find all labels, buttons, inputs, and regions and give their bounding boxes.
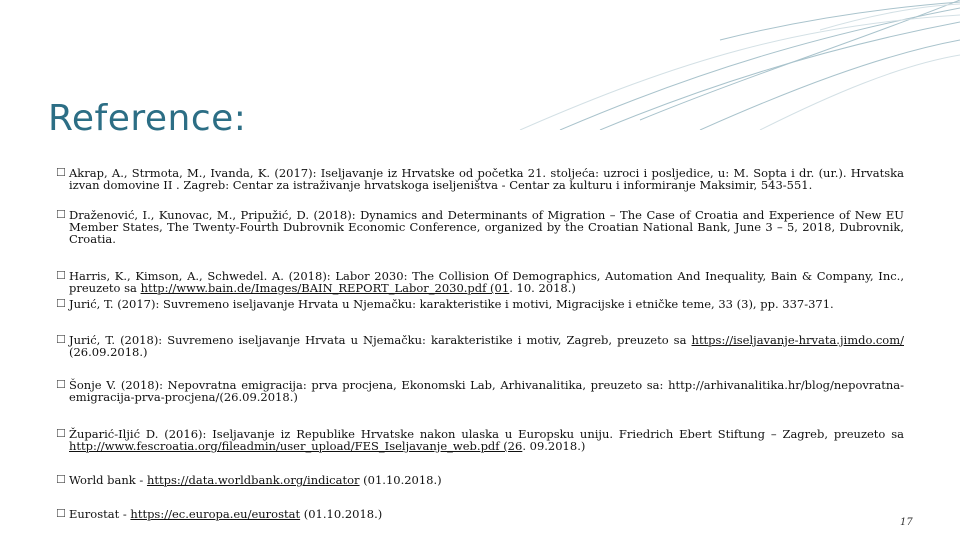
list-item — [56, 270, 904, 294]
list-item — [56, 379, 904, 403]
reference-suffix: (01.10.2018.) — [300, 507, 383, 521]
reference-text: Akrap, A., Strmota, M., Ivanda, K. (2017): Iseljavanje iz Hrvatske od početka 21. stoljeća: uzroci i posljedice, u: M. Sopta i dr. (ur.). Hrvatska izvan domovine II . Zagreb: Centar za istraživanje hrvatskoga iseljeništva - Centar za kulturu i informiranje Maksimir, 543-551. — [69, 166, 904, 192]
reference-text: Harris, K., Kimson, A., Schwedel. A. (2018): Labor 2030: The Collision Of Demographics, Automation And Inequality, Bain & Company, Inc., preuzeto sa — [69, 269, 904, 295]
square-bullet-icon: ☐ — [56, 378, 66, 391]
list-item — [56, 428, 904, 452]
reference-text: World bank - — [69, 473, 147, 487]
page-title: Reference: — [48, 98, 247, 139]
square-bullet-icon: ☐ — [56, 507, 66, 520]
list-item — [56, 508, 904, 520]
reference-suffix: . 09.2018.) — [522, 439, 586, 453]
list-item — [56, 474, 904, 486]
reference-text: Šonje V. (2018): Nepovratna emigracija: prva procjena, Ekonomski Lab, Arhivanalitika, preuzeto sa: http://arhivanalitika.hr/blog/nepovratna-emigracija-prva-procjena/(26.09.2018.) — [69, 378, 904, 404]
square-bullet-icon: ☐ — [56, 297, 66, 310]
square-bullet-icon: ☐ — [56, 208, 66, 221]
reference-text: Draženović, I., Kunovac, M., Pripužić, D. (2018): Dynamics and Determinants of Migration – The Case of Croatia and Experience of New EU Member States, The Twenty-Fourth Dubrovnik Economic Conference, organized by the Croatian National Bank, June 3 – 5, 2018, Dubrovnik, Croatia. — [69, 208, 904, 246]
list-item — [56, 209, 904, 245]
square-bullet-icon: ☐ — [56, 269, 66, 282]
reference-text: Jurić, T. (2017): Suvremeno iseljavanje Hrvata u Njemačku: karakteristike i motivi, Migracijske i etničke teme, 33 (3), pp. 337-371. — [69, 297, 834, 311]
reference-link[interactable]: https://data.worldbank.org/indicator — [146, 473, 360, 487]
reference-link[interactable]: https://iseljavanje-hrvata.jimdo.com/ — [691, 333, 904, 347]
reference-link[interactable]: http://www.fescroatia.org/fileadmin/user_upload/FES_Iseljavanje_web.pdf (26 — [69, 439, 523, 453]
square-bullet-icon: ☐ — [56, 473, 66, 486]
list-item — [56, 334, 904, 358]
reference-suffix: (26.09.2018.) — [69, 345, 148, 359]
reference-text: Župarić-Iljić D. (2016): Iseljavanje iz Republike Hrvatske nakon ulaska u Europsku uniju. Friedrich Ebert Stiftung – Zagreb, preuzeto sa — [69, 427, 904, 441]
square-bullet-icon: ☐ — [56, 427, 66, 440]
square-bullet-icon: ☐ — [56, 333, 66, 346]
reference-link[interactable]: http://www.bain.de/Images/BAIN_REPORT_Labor_2030.pdf (01 — [140, 281, 510, 295]
page-number: 17 — [900, 517, 913, 528]
list-item — [56, 298, 904, 310]
reference-suffix: (01.10.2018.) — [359, 473, 442, 487]
square-bullet-icon: ☐ — [56, 166, 66, 179]
reference-text: Eurostat - — [69, 507, 131, 521]
reference-suffix: . 10. 2018.) — [509, 281, 576, 295]
reference-text: Jurić, T. (2018): Suvremeno iseljavanje Hrvata u Njemačku: karakteristike i motiv, Zagreb, preuzeto sa — [69, 333, 692, 347]
list-item — [56, 167, 904, 191]
reference-link[interactable]: https://ec.europa.eu/eurostat — [130, 507, 301, 521]
